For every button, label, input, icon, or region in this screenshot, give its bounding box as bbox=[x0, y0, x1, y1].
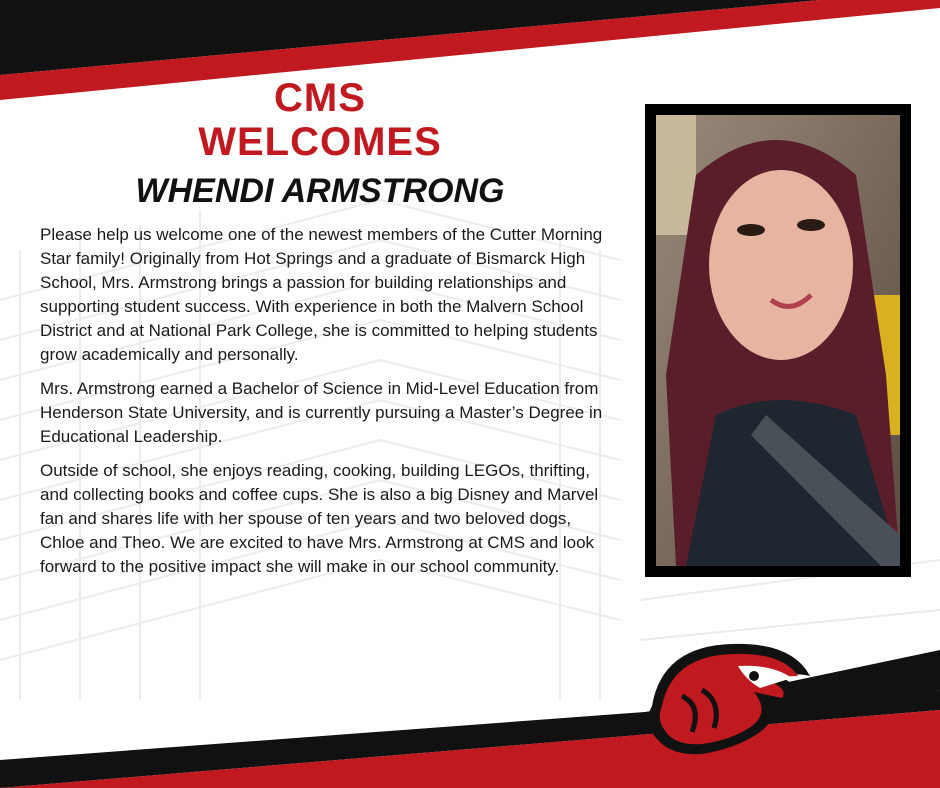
staff-name: WHENDI ARMSTRONG bbox=[135, 172, 505, 210]
photo-frame bbox=[645, 104, 911, 577]
portrait-photo bbox=[656, 115, 900, 566]
bio-text bbox=[40, 223, 612, 589]
bio-paragraph-2: Mrs. Armstrong earned a Bachelor of Science in Mid-Level Education from Henderson State University, and is currently pursuing a Master’s Degree in Educational Leadership. bbox=[40, 379, 603, 446]
bio-paragraph-1: Please help us welcome one of the newest members of the Cutter Morning Star family! Originally from Hot Springs and a graduate of Bismarck High School, Mrs. Armstrong brings a passion for building relationships and supporting student success. With experience in both the Malvern School District and at National Park College, she is committed to helping students grow academically and personally. bbox=[40, 225, 603, 364]
red-hawk-mascot-icon bbox=[642, 636, 818, 760]
title-welcomes: WELCOMES bbox=[198, 120, 442, 164]
title-cms: CMS bbox=[274, 76, 366, 120]
bio-paragraph-3: Outside of school, she enjoys reading, cooking, building LEGOs, thrifting, and collecting books and coffee cups. She is also a big Disney and Marvel fan and shares life with her spouse of ten years and two beloved dogs, Chloe and Theo. We are excited to have Mrs. Armstrong at CMS and look forward to the positive impact she will make in our school community. bbox=[40, 461, 599, 576]
